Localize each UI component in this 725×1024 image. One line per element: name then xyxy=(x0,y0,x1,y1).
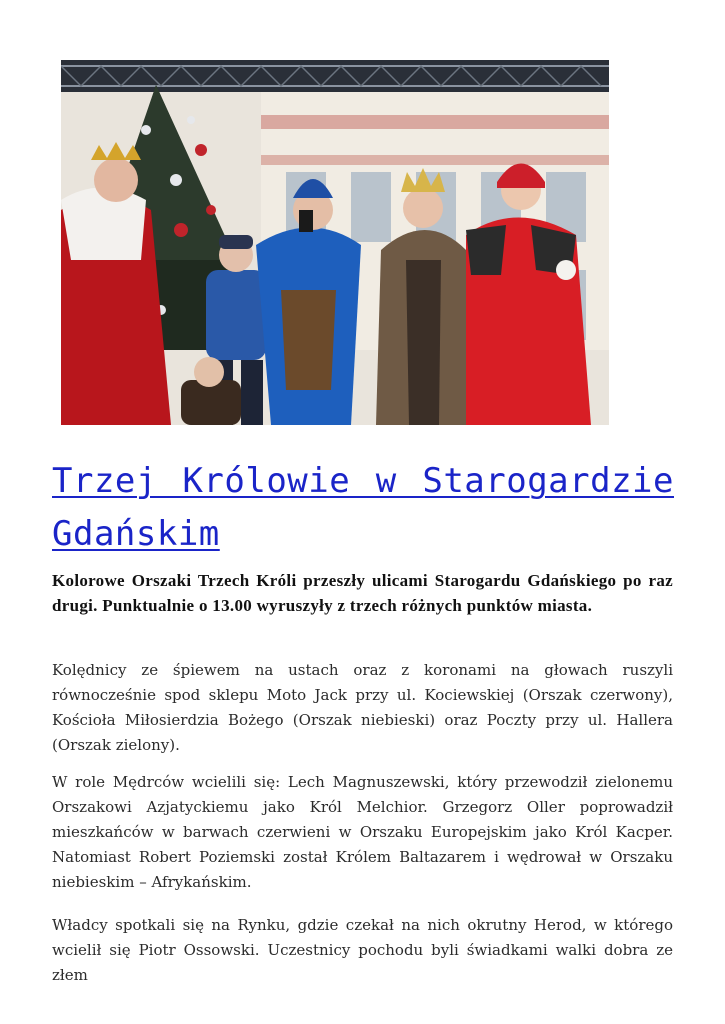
article-paragraph: Kolędnicy ze śpiewem na ustach oraz z koronami na głowach ruszyli równocześnie spod sklepu Moto Jack przy ul. Kociewskiej (Orszak czerwony), Kościoła Miłosierdzia Bożego (Orszak niebieski) oraz Poczty przy ul. Hallera (Orszak zielony). xyxy=(52,661,673,754)
article-title-link[interactable]: Trzej Królowie w Starogardzie Gdańskim xyxy=(52,461,674,554)
article-lead: Kolorowe Orszaki Trzech Króli przeszły ulicami Starogardu Gdańskiego po raz drugi. Punktualnie o 13.00 wyruszyły z trzech różnych punktów miasta. xyxy=(52,571,673,615)
article-paragraph: W role Mędrców wcielili się: Lech Magnuszewski, który przewodził zielonemu Orszakowi Azjatyckiemu jako Król Melchior. Grzegorz Oller poprowadził mieszkańców w barwach czerwieni w Orszaku Europejskim jako Król Kacper. Natomiast Robert Poziemski został Królem Baltazarem i wędrował w Orszaku niebieskim – Afrykańskim. xyxy=(52,773,673,891)
article-paragraph: Władcy spotkali się na Rynku, gdzie czekał na nich okrutny Herod, w którego wcielił się Piotr Ossowski. Uczestnicy pochodu byli świadkami walki dobra ze złem xyxy=(52,916,673,984)
article-title xyxy=(52,455,674,561)
article-photo xyxy=(61,60,609,425)
